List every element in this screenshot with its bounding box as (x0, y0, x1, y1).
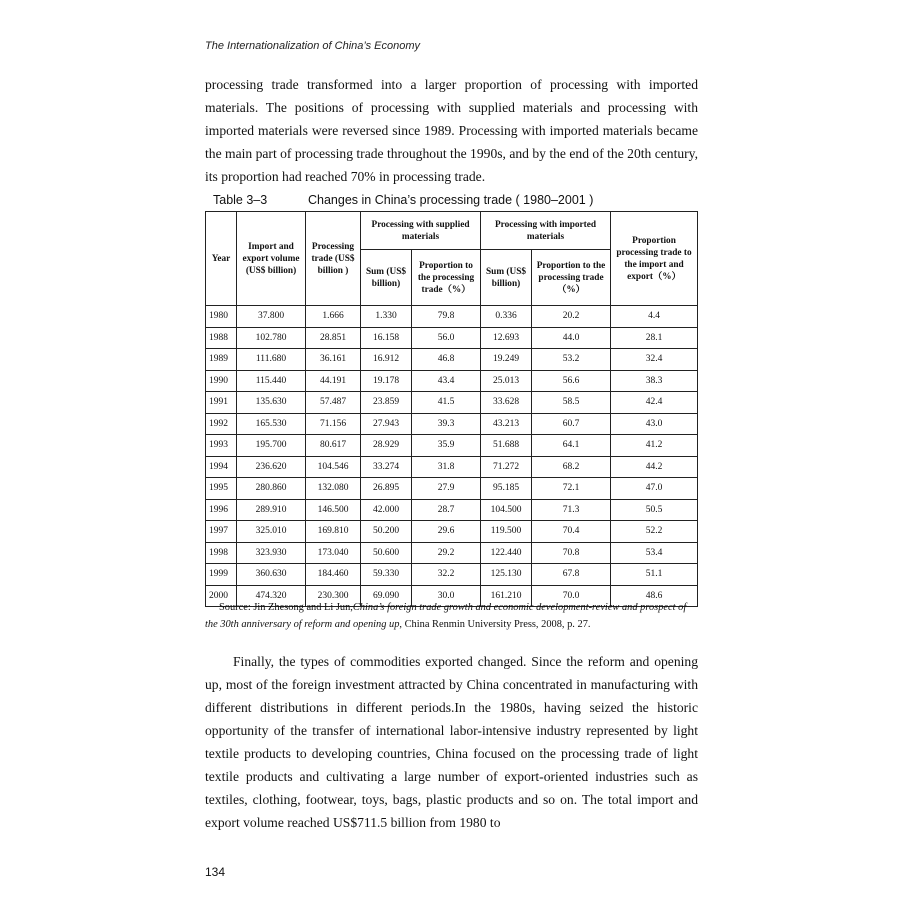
table-title: Changes in China’s processing trade ( 1980–2001 ) (308, 193, 594, 207)
paragraph-bottom: Finally, the types of commodities exported changed. Since the reform and opening up, most of the foreign investment attracted by China concentrated in manufacturing with different distributions in different periods.In the 1980s, having seized the historic opportunity of the transfer of international labor-intensive industry represented by light textile products to developing countries, China focused on the processing trade of light textile products and cultivating a large number of export-oriented industries such as textiles, clothing, footwear, toys, bags, plastic products and so on. The total import and export volume reached US$711.5 billion from 1980 to (205, 654, 698, 830)
table-cell: 132.080 (306, 478, 361, 500)
table-cell: 33.274 (361, 456, 412, 478)
table-cell: 23.859 (361, 392, 412, 414)
year-cell: 1995 (206, 478, 237, 500)
table-cell: 42.000 (361, 499, 412, 521)
table-cell: 19.249 (481, 349, 532, 371)
table-cell: 146.500 (306, 499, 361, 521)
table-source (205, 599, 698, 633)
table-cell: 25.013 (481, 370, 532, 392)
table-row (206, 392, 698, 414)
table-cell: 111.680 (237, 349, 306, 371)
table-cell: 69.090 (361, 585, 412, 607)
table-row (206, 327, 698, 349)
table-cell: 31.8 (412, 456, 481, 478)
table-cell: 4.4 (611, 306, 698, 328)
table-cell: 38.3 (611, 370, 698, 392)
table-cell: 44.0 (532, 327, 611, 349)
table-cell: 12.693 (481, 327, 532, 349)
page-number: 134 (205, 865, 226, 879)
table-cell: 70.0 (532, 585, 611, 607)
header-supplied-proportion: Proportion to the processing trade（%） (412, 250, 481, 306)
year-cell: 1994 (206, 456, 237, 478)
table-cell: 20.2 (532, 306, 611, 328)
table-cell: 19.178 (361, 370, 412, 392)
table-cell: 56.0 (412, 327, 481, 349)
table-cell: 64.1 (532, 435, 611, 457)
table-row (206, 564, 698, 586)
table-cell: 43.4 (412, 370, 481, 392)
table-row (206, 478, 698, 500)
table-cell: 29.2 (412, 542, 481, 564)
table-cell: 16.912 (361, 349, 412, 371)
table-cell: 60.7 (532, 413, 611, 435)
table-cell: 41.2 (611, 435, 698, 457)
source-suffix: , China Renmin University Press, 2008, p. 27. (399, 619, 591, 630)
table-cell: 67.8 (532, 564, 611, 586)
table-cell: 474.320 (237, 585, 306, 607)
table-cell: 46.8 (412, 349, 481, 371)
year-cell: 1991 (206, 392, 237, 414)
table-cell: 56.6 (532, 370, 611, 392)
header-imported-sum: Sum (US$ billion) (481, 250, 532, 306)
table-cell: 236.620 (237, 456, 306, 478)
header-imported-materials: Processing with imported materials (481, 212, 611, 250)
table-cell: 122.440 (481, 542, 532, 564)
table-cell: 53.4 (611, 542, 698, 564)
table-cell: 58.5 (532, 392, 611, 414)
table-cell: 30.0 (412, 585, 481, 607)
year-cell: 1998 (206, 542, 237, 564)
table-row (206, 435, 698, 457)
paragraph-top: processing trade transformed into a larger proportion of processing with imported materials. The positions of processing with supplied materials and processing with imported materials were reversed since 1989. Processing with imported materials became the main part of processing trade throughout the 1990s, and by the end of the 20th century, its proportion had reached 70% in processing trade. (205, 77, 698, 184)
table-cell: 28.1 (611, 327, 698, 349)
table-cell: 289.910 (237, 499, 306, 521)
table-row (206, 370, 698, 392)
table-cell: 32.2 (412, 564, 481, 586)
table-cell: 325.010 (237, 521, 306, 543)
table-cell: 57.487 (306, 392, 361, 414)
table-cell: 79.8 (412, 306, 481, 328)
table-cell: 102.780 (237, 327, 306, 349)
table-row (206, 306, 698, 328)
table-cell: 47.0 (611, 478, 698, 500)
header-import-export: Import and export volume (US$ billion) (237, 212, 306, 306)
table-cell: 51.688 (481, 435, 532, 457)
table-cell: 125.130 (481, 564, 532, 586)
table-cell: 135.630 (237, 392, 306, 414)
year-cell: 1999 (206, 564, 237, 586)
header-imported-proportion: Proportion to the processing trade（%） (532, 250, 611, 306)
table-cell: 169.810 (306, 521, 361, 543)
header-processing-trade: Processing trade (US$ billion ) (306, 212, 361, 306)
table-cell: 43.213 (481, 413, 532, 435)
table-cell: 71.156 (306, 413, 361, 435)
table-cell: 195.700 (237, 435, 306, 457)
year-cell: 1989 (206, 349, 237, 371)
table-cell: 323.930 (237, 542, 306, 564)
header-supplied-materials: Processing with supplied materials (361, 212, 481, 250)
table-cell: 1.666 (306, 306, 361, 328)
table-cell: 35.9 (412, 435, 481, 457)
year-cell: 1996 (206, 499, 237, 521)
table-cell: 36.161 (306, 349, 361, 371)
source-prefix: Source: Jin Zhesong and Li Jun, (219, 602, 353, 613)
table-cell: 50.5 (611, 499, 698, 521)
table-cell: 1.330 (361, 306, 412, 328)
year-cell: 1990 (206, 370, 237, 392)
header-supplied-sum: Sum (US$ billion) (361, 250, 412, 306)
table-cell: 71.272 (481, 456, 532, 478)
table-cell: 70.8 (532, 542, 611, 564)
year-cell: 1993 (206, 435, 237, 457)
table-caption (213, 193, 593, 207)
running-head: The Internationalization of China’s Economy (205, 40, 421, 52)
table-label: Table 3–3 (213, 193, 268, 207)
table-cell: 70.4 (532, 521, 611, 543)
table-cell: 48.6 (611, 585, 698, 607)
table-cell: 68.2 (532, 456, 611, 478)
table-row (206, 456, 698, 478)
table-cell: 42.4 (611, 392, 698, 414)
table-cell: 104.500 (481, 499, 532, 521)
processing-trade-table (205, 211, 698, 607)
table-cell: 37.800 (237, 306, 306, 328)
table-cell: 80.617 (306, 435, 361, 457)
table-cell: 59.330 (361, 564, 412, 586)
table-row (206, 413, 698, 435)
table-cell: 28.929 (361, 435, 412, 457)
table-cell: 27.9 (412, 478, 481, 500)
year-cell: 2000 (206, 585, 237, 607)
table-cell: 39.3 (412, 413, 481, 435)
table-cell: 115.440 (237, 370, 306, 392)
table-cell: 33.628 (481, 392, 532, 414)
table-cell: 173.040 (306, 542, 361, 564)
table-cell: 280.860 (237, 478, 306, 500)
table-cell: 161.210 (481, 585, 532, 607)
year-cell: 1997 (206, 521, 237, 543)
table-row (206, 499, 698, 521)
table-cell: 27.943 (361, 413, 412, 435)
table-cell: 119.500 (481, 521, 532, 543)
table-row (206, 521, 698, 543)
table-body (206, 306, 698, 607)
table-cell: 104.546 (306, 456, 361, 478)
table-cell: 72.1 (532, 478, 611, 500)
year-cell: 1988 (206, 327, 237, 349)
table-cell: 95.185 (481, 478, 532, 500)
table-cell: 44.2 (611, 456, 698, 478)
table-cell: 28.7 (412, 499, 481, 521)
table-cell: 50.200 (361, 521, 412, 543)
table-cell: 44.191 (306, 370, 361, 392)
table-cell: 360.630 (237, 564, 306, 586)
table-row (206, 542, 698, 564)
table-cell: 29.6 (412, 521, 481, 543)
header-proportion: Proportion processing trade to the import and export（%） (611, 212, 698, 306)
year-cell: 1992 (206, 413, 237, 435)
table-cell: 32.4 (611, 349, 698, 371)
table-row (206, 349, 698, 371)
table-cell: 16.158 (361, 327, 412, 349)
table-cell: 230.300 (306, 585, 361, 607)
header-year: Year (206, 212, 237, 306)
source-title: China’s foreign trade growth and economic development-review and prospect of the 30th anniversary of reform and opening up (205, 602, 687, 630)
table-cell: 28.851 (306, 327, 361, 349)
table-cell: 184.460 (306, 564, 361, 586)
table-cell: 51.1 (611, 564, 698, 586)
table-cell: 0.336 (481, 306, 532, 328)
year-cell: 1980 (206, 306, 237, 328)
table-cell: 50.600 (361, 542, 412, 564)
table-cell: 52.2 (611, 521, 698, 543)
table-cell: 26.895 (361, 478, 412, 500)
table-cell: 53.2 (532, 349, 611, 371)
table-cell: 41.5 (412, 392, 481, 414)
table-cell: 165.530 (237, 413, 306, 435)
table-cell: 43.0 (611, 413, 698, 435)
table-cell: 71.3 (532, 499, 611, 521)
